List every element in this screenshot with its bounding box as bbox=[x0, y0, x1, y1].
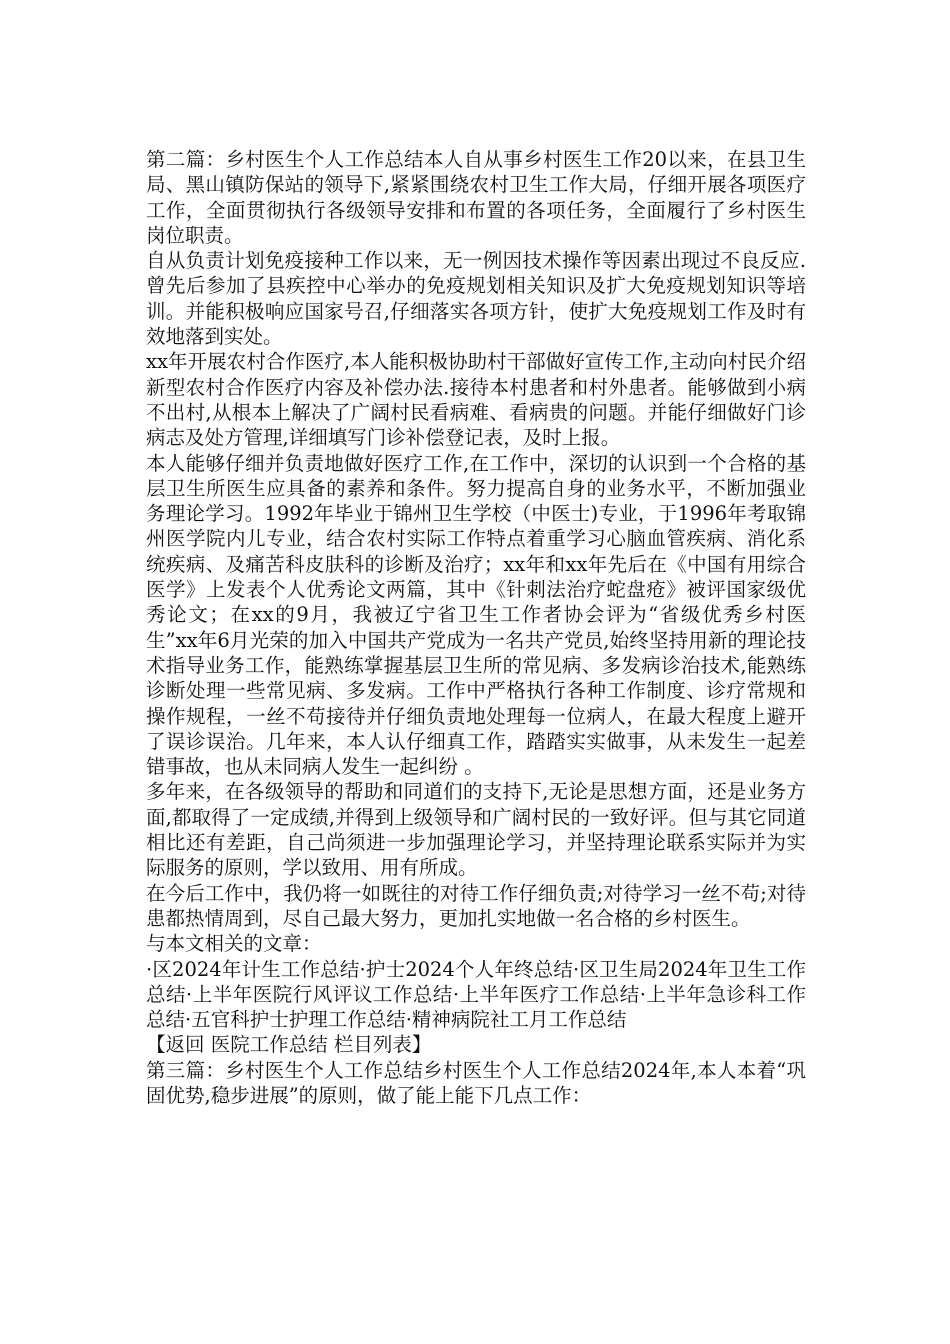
related-article-link[interactable]: ·上半年医疗工作总结 bbox=[452, 982, 640, 1006]
related-article-link[interactable]: ·区卫生局2024年卫生工作总结 bbox=[146, 957, 806, 1006]
paragraph-next-section: 第三篇：乡村医生个人工作总结乡村医生个人工作总结2024年,本人本着“巩固优势,稳步进展”的原则，做了能上能下几点工作： bbox=[146, 1058, 806, 1107]
paragraph-achievements: 多年来，在各级领导的帮助和同道们的支持下,无论是思想方面，还是业务方面,都取得了一定成绩,并得到上级领导和广阔村民的一致好评。但与其它同道相比还有差距，自己尚须进一步加强理论学习，并坚持理论联系实际并为实际服务的原则，学以致用、用有所成。 bbox=[146, 780, 806, 880]
document-page bbox=[146, 147, 806, 1108]
related-article-link[interactable]: ·护士2024个人年终总结 bbox=[359, 957, 573, 981]
paragraph-intro: 第二篇：乡村医生个人工作总结本人自从事乡村医生工作20以来，在县卫生局、黑山镇防保站的领导下,紧紧围绕农村卫生工作大局，仔细开展各项医疗工作，全面贯彻执行各级领导安排和布置的各项任务，全面履行了乡村医生岗位职责。 bbox=[146, 148, 806, 247]
back-to-column-link[interactable]: 【返回 医院工作总结 栏目列表】 bbox=[146, 1033, 432, 1057]
paragraph-immunization: 自从负责计划免疫接种工作以来，无一例因技术操作等因素出现过不良反应.曾先后参加了县疾控中心举办的免疫规划相关知识及扩大免疫规划知识等培训。并能积极响应国家号召,仔细落实各项方针，使扩大免疫规划工作及时有效地落到实处。 bbox=[146, 249, 806, 349]
related-articles-list bbox=[146, 957, 806, 1033]
paragraph-future: 在今后工作中，我仍将一如既往的对待工作仔细负责;对待学习一丝不苟;对待患都热情周到，尽自己最大努力，更加扎实地做一名合格的乡村医生。 bbox=[146, 881, 806, 930]
related-article-link[interactable]: ·上半年急诊科工作总结 bbox=[146, 982, 806, 1032]
related-article-link[interactable]: ·区2024年计生工作总结 bbox=[146, 957, 360, 981]
paragraph-medical-work: 本人能够仔细并负责地做好医疗工作,在工作中，深切的认识到一个合格的基层卫生所医生应具备的素养和条件。努力提高自身的业务水平，不断加强业务理论学习。1992年毕业于锦州卫生学校（中医士)专业，于1996年考取锦州医学院内儿专业，结合农村实际工作特点着重学习心脑血管疾病、消化系统疾病、及痛苦科皮肤科的诊断及治疗；xx年和xx年先后在《中国有用综合医学》上发表个人优秀论文两篇，其中《针刺法治疗蛇盘疮》被评国家级优秀论文；在xx的9月，我被辽宁省卫生工作者协会评为“省级优秀乡村医生”xx年6月光荣的加入中国共产党成为一名共产党员,始终坚持用新的理论技术指导业务工作，能熟练掌握基层卫生所的常见病、多发病诊治技术,能熟练诊断处理一些常见病、多发病。工作中严格执行各种工作制度、诊疗常规和操作规程，一丝不苟接待并仔细负责地处理每一位病人，在最大程度上避开了误诊误治。几年来，本人认仔细真工作，踏踏实实做事，从未发生一起差错事故，也从未同病人发生一起纠纷 。 bbox=[146, 451, 806, 779]
related-article-link[interactable]: ·精神病院社工月工作总结 bbox=[405, 1008, 627, 1032]
paragraph-cooperative-medical: xx年开展农村合作医疗,本人能积极协助村干部做好宣传工作,主动向村民介绍新型农村合作医疗内容及补偿办法.接待本村患者和村外患者。能够做到小病不出村,从根本上解决了广阔村民看病难、看病贵的问题。并能仔细做好门诊病志及处方管理,详细填写门诊补偿登记表，及时上报。 bbox=[146, 350, 806, 450]
related-article-link[interactable]: ·五官科护士护理工作总结 bbox=[185, 1008, 406, 1032]
related-articles-heading: 与本文相关的文章： bbox=[146, 932, 322, 956]
related-article-link[interactable]: ·上半年医院行风评议工作总结 bbox=[186, 982, 453, 1006]
